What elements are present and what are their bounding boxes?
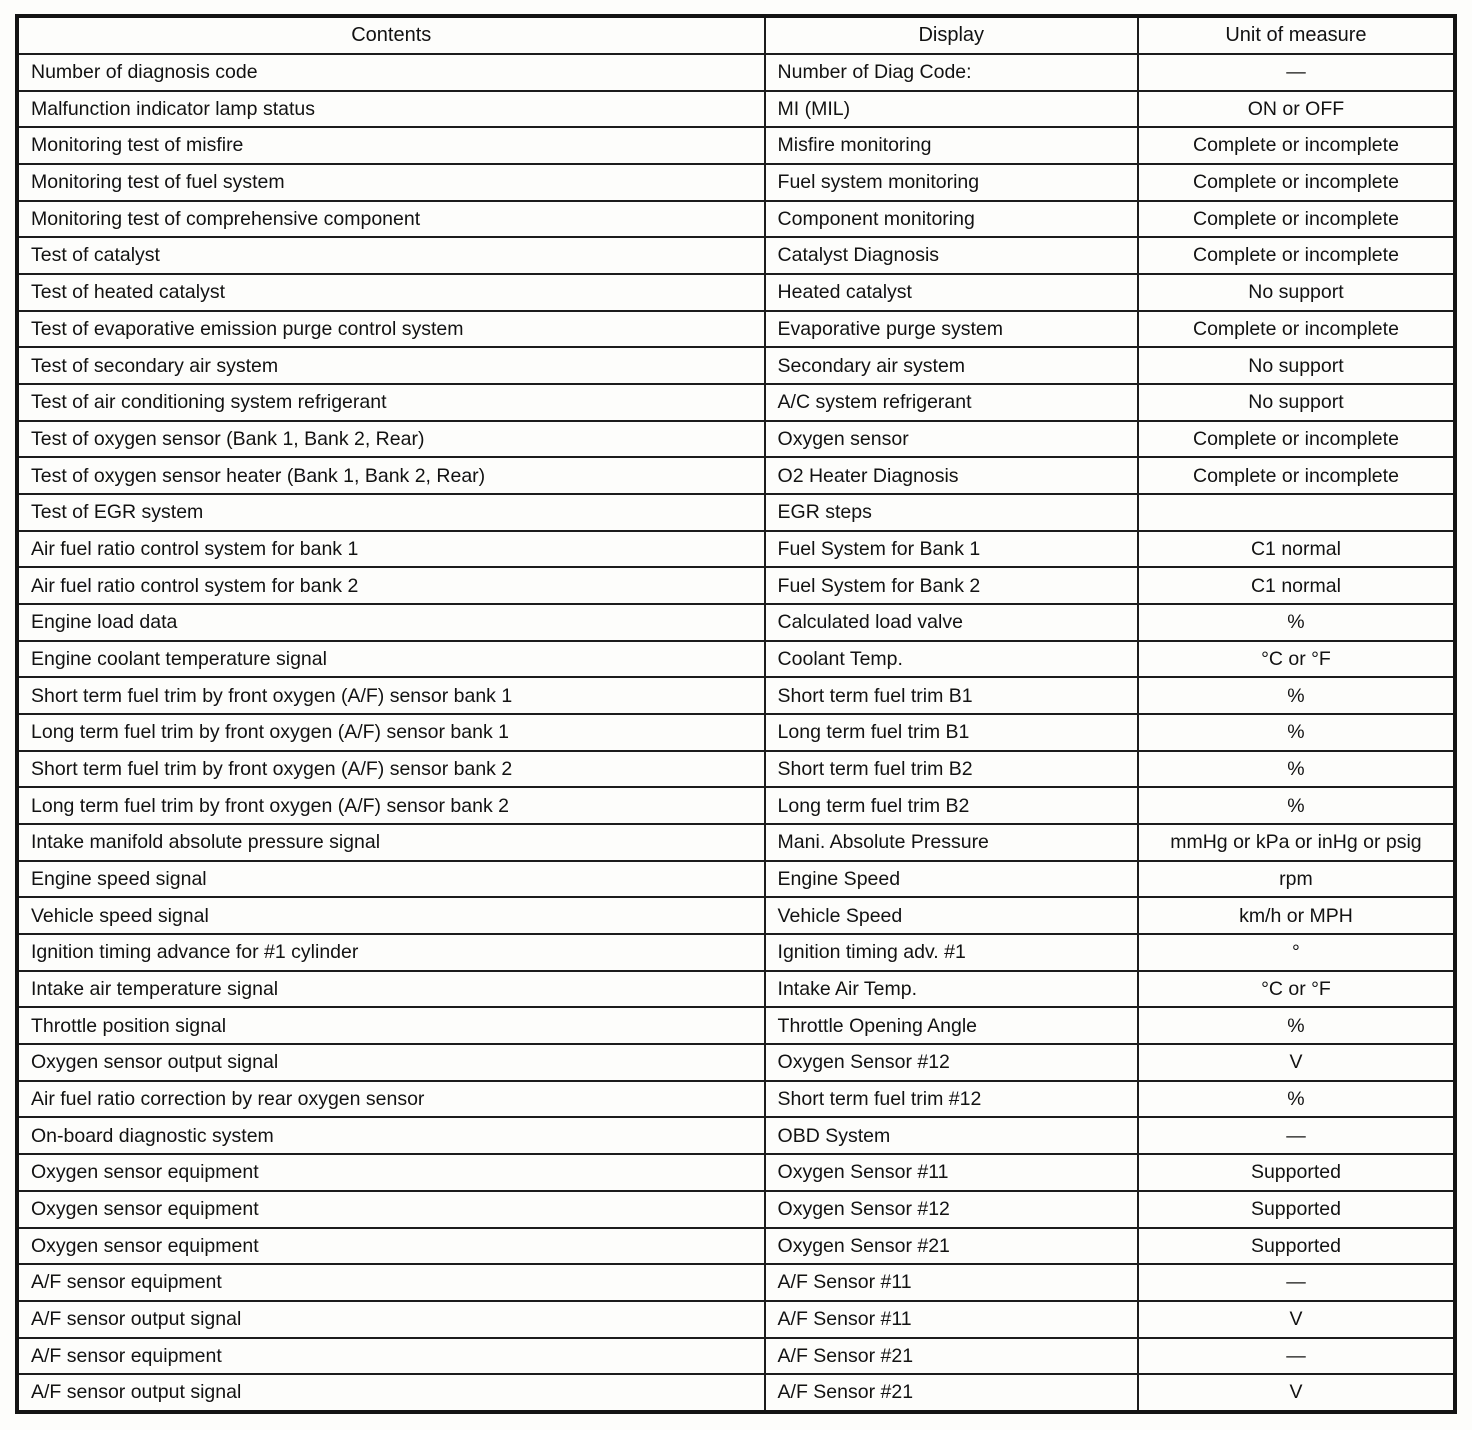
contents-cell: Air fuel ratio control system for bank 2 [17, 567, 765, 604]
table-row [17, 494, 1455, 531]
unit-cell: Complete or incomplete [1138, 457, 1455, 494]
header-display: Display [765, 16, 1138, 54]
contents-cell: Test of EGR system [17, 494, 765, 531]
table-row [17, 91, 1455, 128]
contents-cell: Test of oxygen sensor (Bank 1, Bank 2, Rear) [17, 421, 765, 458]
unit-cell: C1 normal [1138, 531, 1455, 568]
contents-cell: Throttle position signal [17, 1007, 765, 1044]
unit-cell: % [1138, 1081, 1455, 1118]
contents-cell: Malfunction indicator lamp status [17, 91, 765, 128]
table-row [17, 127, 1455, 164]
display-cell: Oxygen Sensor #12 [765, 1044, 1138, 1081]
display-cell: Catalyst Diagnosis [765, 237, 1138, 274]
display-cell: Oxygen Sensor #21 [765, 1228, 1138, 1265]
unit-cell: °C or °F [1138, 641, 1455, 678]
contents-cell: Long term fuel trim by front oxygen (A/F) sensor bank 2 [17, 787, 765, 824]
unit-cell: Complete or incomplete [1138, 237, 1455, 274]
unit-cell: % [1138, 677, 1455, 714]
unit-cell: mmHg or kPa or inHg or psig [1138, 824, 1455, 861]
display-cell: Throttle Opening Angle [765, 1007, 1138, 1044]
table-row [17, 1264, 1455, 1301]
unit-cell: Supported [1138, 1228, 1455, 1265]
unit-cell: % [1138, 751, 1455, 788]
display-cell: MI (MIL) [765, 91, 1138, 128]
unit-cell: rpm [1138, 861, 1455, 898]
contents-cell: Test of heated catalyst [17, 274, 765, 311]
unit-cell: — [1138, 1338, 1455, 1375]
table-row [17, 604, 1455, 641]
display-cell: Intake Air Temp. [765, 971, 1138, 1008]
unit-cell: C1 normal [1138, 567, 1455, 604]
unit-cell: Complete or incomplete [1138, 421, 1455, 458]
table-header-row [17, 16, 1455, 54]
display-cell: Short term fuel trim B1 [765, 677, 1138, 714]
contents-cell: Ignition timing advance for #1 cylinder [17, 934, 765, 971]
table-row [17, 641, 1455, 678]
display-cell: Short term fuel trim #12 [765, 1081, 1138, 1118]
contents-cell: Engine load data [17, 604, 765, 641]
unit-cell: No support [1138, 384, 1455, 421]
table-row [17, 897, 1455, 934]
display-cell: Oxygen sensor [765, 421, 1138, 458]
table-row [17, 54, 1455, 91]
table-row [17, 971, 1455, 1008]
unit-cell [1138, 494, 1455, 531]
display-cell: A/F Sensor #21 [765, 1338, 1138, 1375]
table-row [17, 311, 1455, 348]
unit-cell: V [1138, 1044, 1455, 1081]
table-row [17, 1117, 1455, 1154]
display-cell: Fuel System for Bank 2 [765, 567, 1138, 604]
contents-cell: Test of secondary air system [17, 347, 765, 384]
display-cell: EGR steps [765, 494, 1138, 531]
contents-cell: Long term fuel trim by front oxygen (A/F) sensor bank 1 [17, 714, 765, 751]
table-row [17, 347, 1455, 384]
display-cell: Long term fuel trim B1 [765, 714, 1138, 751]
display-cell: Oxygen Sensor #11 [765, 1154, 1138, 1191]
display-cell: O2 Heater Diagnosis [765, 457, 1138, 494]
unit-cell: V [1138, 1301, 1455, 1338]
table-row [17, 934, 1455, 971]
unit-cell: Supported [1138, 1154, 1455, 1191]
unit-cell: — [1138, 1264, 1455, 1301]
table-row [17, 1154, 1455, 1191]
contents-cell: Monitoring test of fuel system [17, 164, 765, 201]
display-cell: Vehicle Speed [765, 897, 1138, 934]
contents-cell: A/F sensor equipment [17, 1338, 765, 1375]
contents-cell: Oxygen sensor output signal [17, 1044, 765, 1081]
contents-cell: Air fuel ratio correction by rear oxygen sensor [17, 1081, 765, 1118]
table-row [17, 1338, 1455, 1375]
table-row [17, 677, 1455, 714]
contents-cell: Air fuel ratio control system for bank 1 [17, 531, 765, 568]
contents-cell: Oxygen sensor equipment [17, 1191, 765, 1228]
display-cell: Fuel system monitoring [765, 164, 1138, 201]
unit-cell: % [1138, 604, 1455, 641]
table-body [17, 54, 1455, 1412]
unit-cell: V [1138, 1374, 1455, 1412]
table-row [17, 1081, 1455, 1118]
table-row [17, 714, 1455, 751]
contents-cell: Oxygen sensor equipment [17, 1154, 765, 1191]
contents-cell: Short term fuel trim by front oxygen (A/F) sensor bank 2 [17, 751, 765, 788]
table-row [17, 567, 1455, 604]
display-cell: Engine Speed [765, 861, 1138, 898]
display-cell: Ignition timing adv. #1 [765, 934, 1138, 971]
table-row [17, 1007, 1455, 1044]
table-row [17, 861, 1455, 898]
display-cell: Heated catalyst [765, 274, 1138, 311]
table-row [17, 1044, 1455, 1081]
unit-cell: Complete or incomplete [1138, 164, 1455, 201]
contents-cell: Test of catalyst [17, 237, 765, 274]
table-row [17, 531, 1455, 568]
unit-cell: % [1138, 787, 1455, 824]
unit-cell: No support [1138, 274, 1455, 311]
table-row [17, 824, 1455, 861]
table-row [17, 164, 1455, 201]
contents-cell: Monitoring test of comprehensive component [17, 201, 765, 238]
display-cell: A/F Sensor #21 [765, 1374, 1138, 1412]
unit-cell: Complete or incomplete [1138, 201, 1455, 238]
unit-cell: ° [1138, 934, 1455, 971]
header-unit-of-measure: Unit of measure [1138, 16, 1455, 54]
contents-cell: Number of diagnosis code [17, 54, 765, 91]
unit-cell: Supported [1138, 1191, 1455, 1228]
display-cell: Mani. Absolute Pressure [765, 824, 1138, 861]
contents-cell: A/F sensor output signal [17, 1374, 765, 1412]
unit-cell: No support [1138, 347, 1455, 384]
contents-cell: Engine coolant temperature signal [17, 641, 765, 678]
display-cell: A/F Sensor #11 [765, 1264, 1138, 1301]
display-cell: Number of Diag Code: [765, 54, 1138, 91]
unit-cell: % [1138, 1007, 1455, 1044]
table-row [17, 384, 1455, 421]
display-cell: Fuel System for Bank 1 [765, 531, 1138, 568]
table-row [17, 274, 1455, 311]
contents-cell: Intake air temperature signal [17, 971, 765, 1008]
display-cell: A/C system refrigerant [765, 384, 1138, 421]
unit-cell: km/h or MPH [1138, 897, 1455, 934]
contents-cell: Intake manifold absolute pressure signal [17, 824, 765, 861]
unit-cell: % [1138, 714, 1455, 751]
contents-cell: Engine speed signal [17, 861, 765, 898]
table-row [17, 787, 1455, 824]
display-cell: OBD System [765, 1117, 1138, 1154]
contents-cell: A/F sensor equipment [17, 1264, 765, 1301]
contents-cell: A/F sensor output signal [17, 1301, 765, 1338]
unit-cell: — [1138, 54, 1455, 91]
unit-cell: Complete or incomplete [1138, 127, 1455, 164]
display-cell: Coolant Temp. [765, 641, 1138, 678]
header-contents: Contents [17, 16, 765, 54]
display-cell: Calculated load valve [765, 604, 1138, 641]
table-header [17, 16, 1455, 54]
contents-cell: Test of oxygen sensor heater (Bank 1, Bank 2, Rear) [17, 457, 765, 494]
table-row [17, 1191, 1455, 1228]
contents-cell: Test of evaporative emission purge control system [17, 311, 765, 348]
unit-cell: — [1138, 1117, 1455, 1154]
display-cell: Long term fuel trim B2 [765, 787, 1138, 824]
contents-cell: Oxygen sensor equipment [17, 1228, 765, 1265]
display-cell: Secondary air system [765, 347, 1138, 384]
table-row [17, 1301, 1455, 1338]
contents-cell: Short term fuel trim by front oxygen (A/F) sensor bank 1 [17, 677, 765, 714]
display-cell: A/F Sensor #11 [765, 1301, 1138, 1338]
contents-cell: On-board diagnostic system [17, 1117, 765, 1154]
table-row [17, 201, 1455, 238]
table-row [17, 1374, 1455, 1412]
diagnostic-data-table [15, 14, 1457, 1414]
contents-cell: Vehicle speed signal [17, 897, 765, 934]
table-row [17, 237, 1455, 274]
display-cell: Evaporative purge system [765, 311, 1138, 348]
contents-cell: Monitoring test of misfire [17, 127, 765, 164]
contents-cell: Test of air conditioning system refrigerant [17, 384, 765, 421]
display-cell: Oxygen Sensor #12 [765, 1191, 1138, 1228]
table-row [17, 421, 1455, 458]
unit-cell: °C or °F [1138, 971, 1455, 1008]
display-cell: Short term fuel trim B2 [765, 751, 1138, 788]
unit-cell: ON or OFF [1138, 91, 1455, 128]
unit-cell: Complete or incomplete [1138, 311, 1455, 348]
table-row [17, 1228, 1455, 1265]
table-row [17, 751, 1455, 788]
display-cell: Misfire monitoring [765, 127, 1138, 164]
table-row [17, 457, 1455, 494]
display-cell: Component monitoring [765, 201, 1138, 238]
